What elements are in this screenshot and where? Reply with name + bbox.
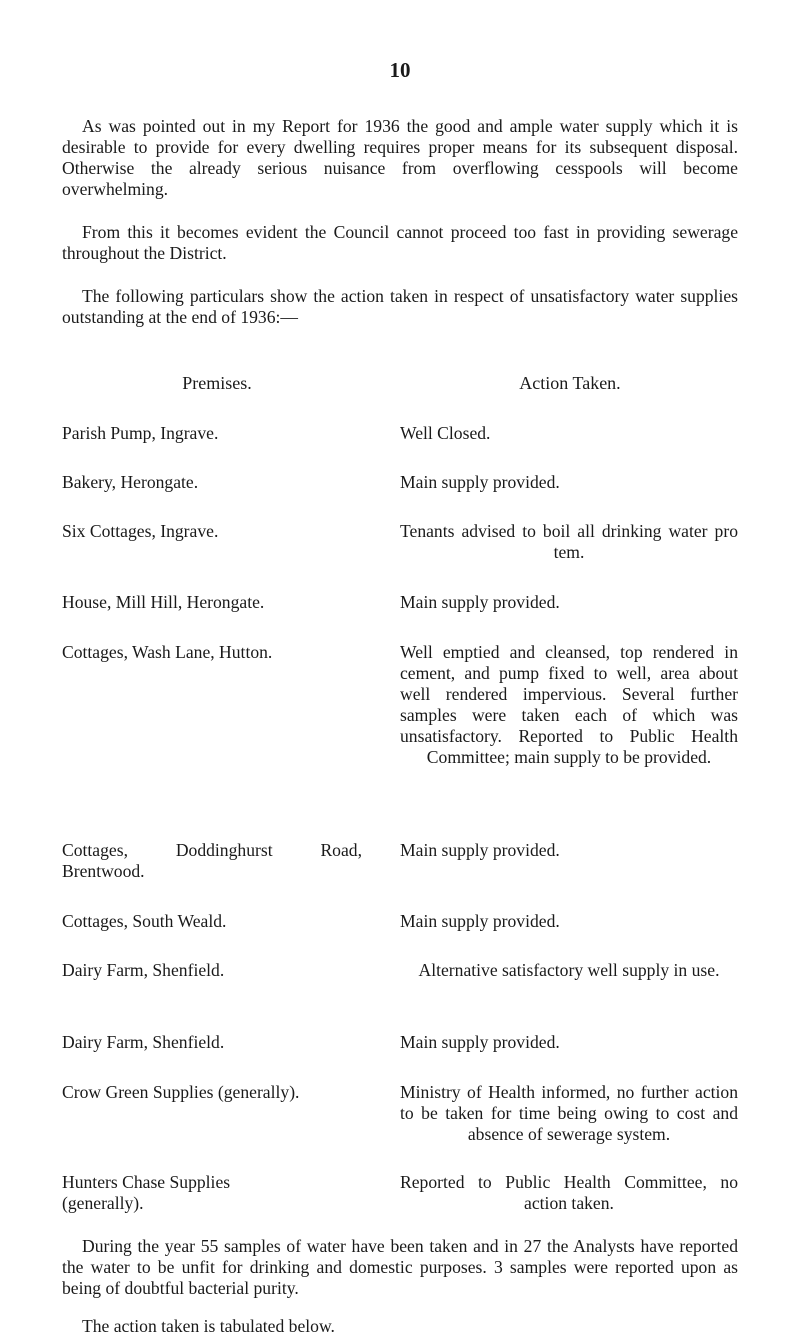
action-column-header: Action Taken. — [519, 373, 621, 393]
intro-paragraph-1: As was pointed out in my Report for 1936 the good and ample water supply which it is desirable to provide for every dwelling requires proper means for its subsequent disposal. Otherwise the already serious nuisance from overflowing cesspools will become overwhelming. — [62, 116, 738, 199]
action-cell: Main supply provided. — [400, 592, 560, 612]
premises-column-header: Premises. — [182, 373, 252, 393]
closing-paragraph-2: The action taken is tabulated below. — [82, 1316, 335, 1336]
premises-cell: Cottages, Wash Lane, Hutton. — [62, 642, 273, 662]
premises-cell: Dairy Farm, Shenfield. — [62, 960, 225, 980]
action-cell: Main supply provided. — [400, 911, 560, 931]
action-cell: Reported to Public Health Committee, no action taken. — [400, 1172, 738, 1213]
premises-cell: House, Mill Hill, Herongate. — [62, 592, 265, 612]
premises-cell: Hunters Chase Supplies (generally). — [62, 1172, 231, 1213]
closing-paragraph-1: During the year 55 samples of water have been taken and in 27 the Analysts have reported the water to be unfit for drinking and domestic purposes. 3 samples were reported upon as being of doubtful bacterial purity. — [62, 1236, 738, 1298]
premises-cell: Crow Green Supplies (generally). — [62, 1082, 300, 1102]
premises-cell: Parish Pump, Ingrave. — [62, 423, 219, 443]
action-cell: Main supply provided. — [400, 1032, 560, 1052]
action-cell: Well emptied and cleansed, top rendered in cement, and pump fixed to well, area about well rendered impervious. Several further samples were taken each of which was unsatisfactory. Reported to Public Health Committee; main supply to be provided. — [400, 642, 738, 767]
intro-paragraph-3: The following particulars show the action taken in respect of unsatisfactory water supplies outstanding at the end of 1936:— — [62, 286, 738, 327]
premises-cell: Cottages, Doddinghurst Road, Brentwood. — [62, 840, 362, 881]
premises-cell: Cottages, South Weald. — [62, 911, 227, 931]
action-cell: Ministry of Health informed, no further action to be taken for time being owing to cost and absence of sewerage system. — [400, 1082, 738, 1144]
action-cell: Alternative satisfactory well supply in use. — [418, 960, 720, 980]
premises-cell: Six Cottages, Ingrave. — [62, 521, 219, 541]
page-number: 10 — [389, 58, 411, 82]
action-cell: Well Closed. — [400, 423, 491, 443]
intro-paragraph-2: From this it becomes evident the Council cannot proceed too fast in providing sewerage throughout the District. — [62, 222, 738, 263]
action-cell: Main supply provided. — [400, 840, 560, 860]
premises-cell: Dairy Farm, Shenfield. — [62, 1032, 225, 1052]
action-cell: Tenants advised to boil all drinking water pro tem. — [400, 521, 738, 562]
action-cell: Main supply provided. — [400, 472, 560, 492]
premises-cell: Bakery, Herongate. — [62, 472, 199, 492]
